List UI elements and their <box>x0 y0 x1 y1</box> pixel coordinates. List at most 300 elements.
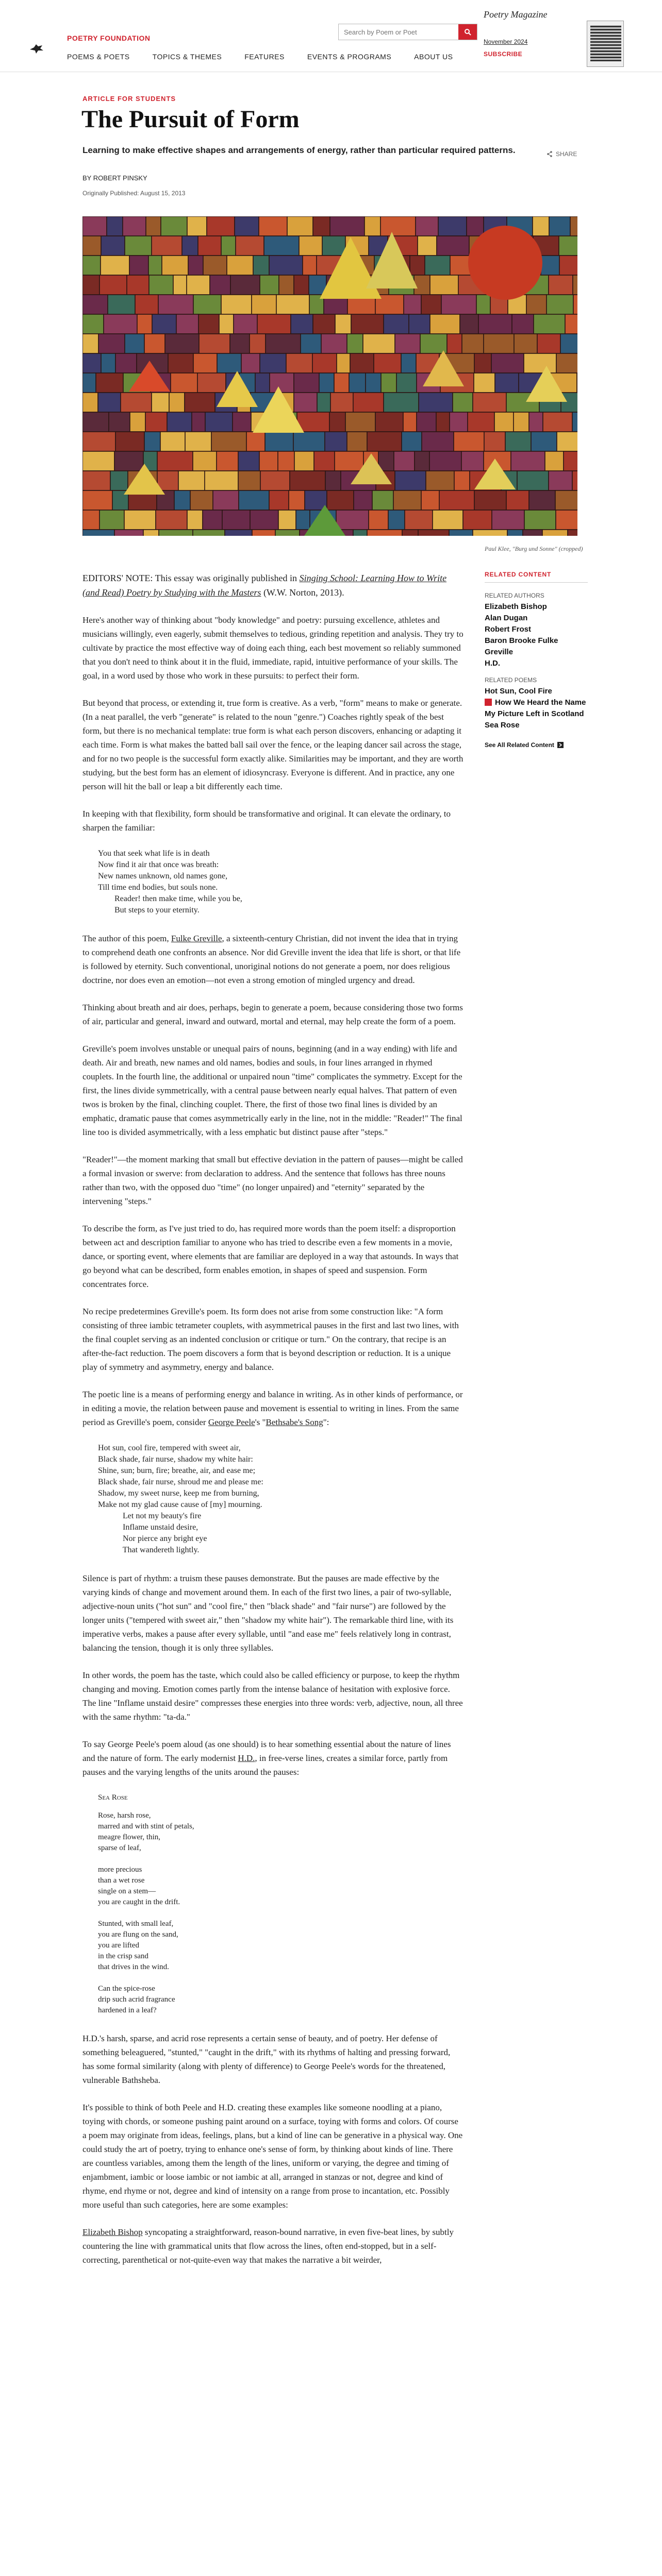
painting-tile <box>541 256 559 275</box>
p4-post: , a sixteenth-century Christian, did not invent the idea that in trying to comprehend death one confronts an absence. Nor did Greville invent the idea that life is short, or that life is followed by eternity. Such conventional, unoriginal notions do not generate a poem, nor does religious doctrine, nor does even an emotion—not even a strong emotion of mingled urgency and dread. <box>82 934 461 985</box>
painting-tile <box>414 275 430 295</box>
painting-tile <box>462 334 484 353</box>
painting-tile <box>345 412 375 432</box>
painting-tile <box>238 451 259 471</box>
painting-tile <box>570 216 577 236</box>
painting-tile <box>401 353 416 373</box>
painting-tile <box>421 490 439 510</box>
painting-tile <box>495 373 519 393</box>
painting-tile <box>114 530 143 536</box>
painting-tile <box>234 314 257 334</box>
poem-line: Reader! then make time, while you be, <box>98 894 242 903</box>
painting-tile <box>82 314 104 334</box>
painting-tile <box>203 510 222 530</box>
related-poem[interactable]: How We Heard the Name <box>485 697 588 708</box>
painting-tile <box>100 510 124 530</box>
painting-tile <box>145 412 167 432</box>
painting-tile <box>82 236 101 256</box>
painting-tile <box>313 216 330 236</box>
painting-tile <box>484 432 505 451</box>
painting-tile <box>182 236 198 256</box>
painting-tile <box>313 314 335 334</box>
related-poem[interactable]: Sea Rose <box>485 721 520 730</box>
painting-tile <box>222 510 250 530</box>
painting-tile <box>347 432 367 451</box>
painting-tile <box>250 334 266 353</box>
painting-tile <box>146 216 161 236</box>
painting-tile <box>438 216 467 236</box>
painting-tile <box>279 275 294 295</box>
painting-tile <box>512 314 534 334</box>
painting-tile <box>369 510 388 530</box>
painting-tile <box>287 216 313 236</box>
painting-tile <box>259 216 287 236</box>
painting-tile <box>264 236 299 256</box>
painting-tile <box>98 393 121 412</box>
p10-mid: 's " <box>255 1417 266 1427</box>
painting-tile <box>559 236 577 256</box>
poem-line: Make not my glad cause cause of [my] mourning. <box>98 1500 262 1509</box>
painting-tile <box>404 295 421 314</box>
painting-tile <box>394 451 415 471</box>
painting-tile <box>572 471 577 490</box>
image-caption: Paul Klee, "Burg und Sonne" (cropped) <box>485 545 583 552</box>
painting-tile <box>542 530 568 536</box>
editors-note <box>82 571 464 600</box>
poem-line: Now find it air that once was breath: <box>98 860 219 869</box>
painting-tile <box>188 256 203 275</box>
painting-tile <box>127 275 149 295</box>
nav-features[interactable]: FEATURES <box>244 53 285 61</box>
painting-tile <box>473 393 506 412</box>
painting-tile <box>270 373 294 393</box>
poem-line: You that seek what life is in death <box>98 849 210 858</box>
painting-tile <box>101 256 129 275</box>
painting-tile <box>347 334 363 353</box>
poem-sea-rose <box>98 1792 464 2016</box>
hd-link[interactable]: H.D. <box>238 1753 255 1763</box>
poem-line: Stunted, with small leaf, <box>98 1920 174 1928</box>
nav-events-programs[interactable]: EVENTS & PROGRAMS <box>307 53 392 61</box>
painting-tile <box>198 236 221 256</box>
poem-line: you are flung on the sand, <box>98 1930 178 1939</box>
body-paragraph-14: H.D.'s harsh, sparse, and acrid rose represents a certain sense of beauty, and of poetry. Her defense of something beleaguered, "stunted," "caught in the drift," with its rhythms of halting and pressing forward, has some formal similarity (along with plenty of difference) to George Peele's words for the threatened, vulnerable Bathsheba. <box>82 2033 451 2085</box>
fulke-greville-link[interactable]: Fulke Greville <box>171 934 222 943</box>
site-header <box>0 0 662 72</box>
nav-topics-themes[interactable]: TOPICS & THEMES <box>152 53 222 61</box>
painting-tile <box>439 490 474 510</box>
painting-tile <box>193 451 217 471</box>
p10-post: ": <box>323 1417 329 1427</box>
featured-painting <box>82 216 577 536</box>
painting-tile <box>461 451 484 471</box>
painting-tile <box>494 412 514 432</box>
painting-tile <box>395 471 426 490</box>
painting-tile <box>314 451 335 471</box>
poem-line: marred and with stint of petals, <box>98 1822 194 1831</box>
painting-tile <box>233 412 251 432</box>
poem-line: Black shade, fair nurse, shadow my white hair: <box>98 1455 253 1464</box>
publication-date: Originally Published: August 15, 2013 <box>82 190 186 197</box>
painting-tile <box>559 256 577 275</box>
poem-title: Sea Rose <box>98 1793 128 1802</box>
elizabeth-bishop-link[interactable]: Elizabeth Bishop <box>82 2227 143 2237</box>
painting-tile <box>187 275 210 295</box>
body-paragraph-4 <box>82 931 464 987</box>
painting-tile <box>217 353 241 373</box>
painting-tile <box>82 432 115 451</box>
painting-tile <box>130 412 145 432</box>
painting-tile <box>210 275 230 295</box>
painting-tile <box>454 471 470 490</box>
painting-tile <box>549 471 572 490</box>
bethsabes-song-link[interactable]: Bethsabe's Song <box>266 1417 323 1427</box>
p16-post: syncopating a straightforward, reason-bound narrative, in even five-beat lines, by subtly countering the line with grammatical units that flow across the lines, often end-stopped, but in a self-correcting, parenthetical or not-quite-even way that makes the narrative a bit weirder, <box>82 2227 454 2265</box>
painting-tile <box>449 530 473 536</box>
painting-tile <box>474 373 495 393</box>
painting-tile <box>82 393 98 412</box>
painting-tile <box>276 295 309 314</box>
poem-line: single on a stem— <box>98 1887 156 1895</box>
painting-tile <box>573 295 577 314</box>
painting-tile <box>453 393 473 412</box>
painting-tile <box>221 295 252 314</box>
painting-tile <box>380 216 416 236</box>
painting-tile <box>436 412 450 432</box>
body-paragraph-3: In keeping with that flexibility, form should be transformative and original. It can elevate the ordinary, to sharpen the familiar: <box>82 809 451 833</box>
painting-tile <box>129 256 148 275</box>
painting-tile <box>403 412 417 432</box>
painting-tile <box>190 490 213 510</box>
painting-tile <box>534 314 565 334</box>
painting-tile <box>529 490 555 510</box>
painting-tile <box>173 275 187 295</box>
poem-line: sparse of leaf, <box>98 1844 141 1852</box>
painting-tile <box>572 412 577 432</box>
painting-tile <box>148 256 162 275</box>
painting-tile <box>167 412 192 432</box>
body-paragraph-15: It's possible to think of both Peele and H.D. creating these examples like someone noodling at a piano, toying with chords, or someone pushing paint around on a surface, toying with forms and colors. Of course a poem may originate from ideas, feelings, plans, but a kind of line can be generative in a physical way. One could study the art of poetry, trying to enhance one's sense of form, by thinking about kinds of line. There are countless variables, among them the length of the lines, uniform or varying, the degree and timing of enjambment, iambic or loose iambic or not iambic at all, arranged in stanzas or not, degree and kind of rhyme, end rhyme or not, degree and kind of intensity on a range from prose to incantation, etc. Possibly more useful than such categories, here are some examples: <box>82 2103 463 2210</box>
painting-tile <box>349 373 366 393</box>
painting-tile <box>425 256 450 275</box>
painting-tile <box>321 334 347 353</box>
painting-tile <box>159 530 193 536</box>
search-box <box>338 24 477 40</box>
painting-tile <box>199 334 230 353</box>
painting-tile <box>205 412 233 432</box>
painting-tile <box>568 530 577 536</box>
painting-tile <box>388 510 405 530</box>
share-button[interactable] <box>547 150 577 158</box>
byline <box>82 174 147 182</box>
painting-tile <box>437 236 469 256</box>
painting-tile <box>82 216 107 236</box>
painting-tile <box>353 393 384 412</box>
painting-tile <box>160 432 185 451</box>
painting-tile <box>476 295 490 314</box>
body-paragraph-7: "Reader!"—the moment marking that small but effective deviation in the pattern of pauses—might be called a formal invasion or swerve: from declaration to address. And the sentence that follows has three nouns rather than two, with the opposed duo "time" (no longer unpaired) and "eternity" separated by the intervening "steps." <box>82 1155 463 1206</box>
related-author[interactable]: Baron Brooke Fulke Greville <box>485 636 558 656</box>
painting-tile <box>422 432 454 451</box>
painting-tile <box>110 471 128 490</box>
painting-tile <box>418 530 449 536</box>
painting-tile <box>293 432 325 451</box>
painting-tile <box>363 334 395 353</box>
painting-tile <box>381 373 396 393</box>
painting-tile <box>252 295 276 314</box>
painting-tile <box>429 451 461 471</box>
painting-tile <box>430 275 458 295</box>
painting-tile <box>162 256 188 275</box>
related-author[interactable]: Elizabeth Bishop <box>485 602 547 611</box>
painting-tile <box>353 530 367 536</box>
painting-tile <box>174 490 190 510</box>
painting-tile <box>294 393 317 412</box>
painting-tile <box>375 412 403 432</box>
editors-note-post: (W.W. Norton, 2013). <box>261 587 344 598</box>
poem-line: meagre flower, thin, <box>98 1833 161 1841</box>
painting-tile <box>416 216 438 236</box>
painting-tile <box>367 432 402 451</box>
painting-tile <box>454 432 484 451</box>
painting-tile <box>402 530 418 536</box>
painting-tile <box>296 510 310 530</box>
painting-tile <box>367 530 402 536</box>
related-content-heading: RELATED CONTENT <box>485 571 588 583</box>
body-paragraph-16 <box>82 2225 464 2267</box>
magazine-title[interactable]: Poetry Magazine <box>484 9 548 20</box>
search-button[interactable] <box>458 24 477 40</box>
painting-tile <box>123 216 146 236</box>
painting-tile <box>524 510 556 530</box>
painting-tile <box>98 334 125 353</box>
magazine-promo <box>484 9 633 66</box>
painting-tile <box>152 393 169 412</box>
poem-line: Till time end bodies, but souls none. <box>98 883 218 892</box>
body-paragraph-1: Here's another way of thinking about "body knowledge" and poetry: pursuing excellence, athletes and musicians willingly, even eagerly, submit themselves to tedious, grinding repetition and analysis. They try to cultivate by practice the most effective way of doing each thing, each best movement so reliably summoned that you don't need to think about it in the fluid, immediate, rapid, intuitive performance of your skills. The goal, in a word used by those who work in these pursuits: to perfect their form. <box>82 615 464 681</box>
painting-tile <box>506 490 529 510</box>
painting-tile <box>384 393 419 412</box>
painting-tile <box>255 373 270 393</box>
see-all-label: See All Related Content <box>485 741 554 749</box>
painting-tile <box>351 314 384 334</box>
painting-tile <box>203 256 227 275</box>
painting-tile <box>104 314 137 334</box>
byline-by: BY <box>82 174 92 182</box>
painting-tile <box>514 412 529 432</box>
poem-line: Black shade, fair nurse, shroud me and please me: <box>98 1478 263 1486</box>
magazine-cover-image[interactable] <box>587 21 624 67</box>
book-link[interactable]: Singing School: Learning How to Write (and Read) Poetry by Studying with the Masters <box>82 573 447 598</box>
painting-tile <box>82 412 109 432</box>
painting-tile <box>556 353 577 373</box>
painting-tile <box>101 353 115 373</box>
painting-tile <box>325 432 347 451</box>
painting-tile <box>393 490 421 510</box>
painting-tile <box>227 256 253 275</box>
painting-tile <box>317 393 330 412</box>
pegasus-logo-icon[interactable] <box>29 42 44 55</box>
painting-tile <box>441 295 476 314</box>
painting-tile <box>565 314 577 334</box>
painting-tile <box>278 451 294 471</box>
painting-tile <box>101 236 125 256</box>
painting-tile <box>418 236 437 256</box>
main-nav <box>67 53 453 61</box>
painting-tile <box>211 432 246 451</box>
poem-line: But steps to your eternity. <box>98 906 200 914</box>
related-authors-label: RELATED AUTHORS <box>485 592 544 599</box>
subscribe-link[interactable]: SUBSCRIBE <box>484 50 523 58</box>
painting-tile <box>290 471 325 490</box>
painting-tile <box>144 334 165 353</box>
painting-tile <box>82 295 108 314</box>
painting-tile <box>573 275 577 295</box>
painting-tile <box>327 490 354 510</box>
painting-tile <box>420 334 447 353</box>
painting-tile <box>330 216 365 236</box>
painting-tile <box>463 510 492 530</box>
painting-tile <box>537 334 560 353</box>
body-paragraph-11: Silence is part of rhythm: a truism these pauses demonstrate. But the pauses are made effective by the varying kinds of change and movement around them. In each of the first two lines, a pair of two-syllable, adjective-noun units ("hot sun" and "cool fire," then "black shade" and "fair nurse") are followed by the longer units ("tempered with sweet air," then "shadow my white hair"). The remarkable third line, with its imperative verbs, makes a pause after every syllable, until "and ease me" feels relatively long in contrast, balancing the tension, though it is only three syllables. <box>82 1573 454 1653</box>
p13-post: , in free-verse lines, creates a similar force, partly from pauses and the varying lengths of the units around the pauses: <box>82 1753 448 1777</box>
poem-line: Inflame unstaid desire, <box>98 1523 198 1532</box>
painting-tile <box>143 530 159 536</box>
painting-tile <box>82 510 100 530</box>
body-paragraph-10 <box>82 1387 464 1429</box>
painting-tile <box>82 353 101 373</box>
see-all-related-link[interactable] <box>485 741 588 749</box>
article-kicker: ARTICLE FOR STUDENTS <box>82 95 176 103</box>
poem-line: Shine, sun; burn, fire; breathe, air, and ease me; <box>98 1466 256 1475</box>
painting-tile <box>374 353 401 373</box>
painting-tile <box>505 432 531 451</box>
article-dek: Learning to make effective shapes and arrangements of energy, rather than particular required patterns. <box>82 145 516 155</box>
painting-tile <box>511 451 545 471</box>
poem-line <box>98 1973 464 1984</box>
painting-tile <box>421 295 441 314</box>
painting-tile <box>82 490 112 510</box>
related-author[interactable]: H.D. <box>485 659 500 668</box>
p13-pre: To say George Peele's poem aloud (as one should) is to hear something essential about the nature of lines and the nature of form. The early modernist <box>82 1739 451 1763</box>
painting-tile <box>336 510 369 530</box>
painting-tile <box>384 314 409 334</box>
painting-tile <box>330 393 353 412</box>
painting-tile <box>158 295 193 314</box>
painting-tile <box>250 510 278 530</box>
painting-tile <box>529 412 543 432</box>
related-poem[interactable]: My Picture Left in Scotland <box>485 709 584 718</box>
painting-tile <box>82 451 114 471</box>
painting-tile <box>171 373 197 393</box>
painting-tile <box>205 471 238 490</box>
magazine-issue-link[interactable]: November 2024 <box>484 38 528 45</box>
painting-tile <box>82 373 96 393</box>
painting-tile <box>474 353 491 373</box>
related-author[interactable]: Alan Dugan <box>485 614 528 622</box>
painting-tile <box>560 334 577 353</box>
painting-tile <box>124 510 156 530</box>
poem-line: Nor pierce any bright eye <box>98 1534 207 1543</box>
related-poem[interactable]: Hot Sun, Cool Fire <box>485 687 552 696</box>
painting-tile <box>301 334 321 353</box>
painting-tile <box>115 353 137 373</box>
related-author[interactable]: Robert Frost <box>485 625 531 634</box>
p4-pre: The author of this poem, <box>82 934 171 943</box>
body-paragraph-13 <box>82 1737 464 1779</box>
brand-name[interactable]: POETRY FOUNDATION <box>67 34 151 42</box>
poem-line: in the crisp sand <box>98 1952 148 1960</box>
painting-tile <box>230 275 260 295</box>
arrow-right-icon <box>557 742 564 748</box>
painting-tile <box>335 451 363 471</box>
painting-tile <box>149 275 173 295</box>
painting-tile <box>168 353 193 373</box>
painting-tile <box>82 471 110 490</box>
painting-tile <box>473 530 507 536</box>
painting-tile <box>259 451 278 471</box>
poem-line: than a wet rose <box>98 1876 145 1885</box>
painting-tile <box>335 314 351 334</box>
painting-tile <box>260 275 279 295</box>
painting-tile <box>337 353 350 373</box>
body-paragraph-5: Thinking about breath and air does, perhaps, begin to generate a poem, because considering those two forms of air, particular and general, inward and outward, mortal and eternal, may help create the form of a poem. <box>82 1003 463 1026</box>
body-paragraph-2: But beyond that process, or extending it, true form is creative. As a verb, "form" means to make or generate. (In a neat parallel, the verb "generate" is related to the noun "genre.") Coaches rightly speak of the best form, but there is no mechanical template: true form is what each person discovers, enhancing or adapting it each time. Form is what makes the batted ball sail over the fence, or the leaping dancer sail across the stage, and for no two people is the successful form exactly alike. Similarities may be important, and they are worth studying, but the best form has an element of idiosyncrasy. Everyone is different. And in practice, any one person will hit the ball or leap a bit differently each time. <box>82 698 464 791</box>
painting-tile <box>260 353 286 373</box>
painting-tile <box>286 353 312 373</box>
painting-tile <box>299 236 322 256</box>
painting-tile <box>239 490 269 510</box>
painting-tile <box>260 471 290 490</box>
painting-tile <box>169 393 185 412</box>
poem-line: That wandereth lightly. <box>98 1546 200 1554</box>
nav-about-us[interactable]: ABOUT US <box>414 53 453 61</box>
author-link[interactable]: ROBERT PINSKY <box>93 174 147 182</box>
painting-tile <box>176 314 198 334</box>
search-input[interactable] <box>339 24 458 40</box>
painting-tile <box>467 216 484 236</box>
painting-tile <box>253 256 269 275</box>
painting-tile <box>547 295 573 314</box>
painting-tile <box>365 216 380 236</box>
painting-tile <box>225 530 252 536</box>
poem-greville <box>98 848 464 916</box>
painting-tile <box>294 373 319 393</box>
painting-tile <box>492 510 524 530</box>
poem-peele <box>98 1443 464 1556</box>
painting-tile <box>557 432 577 451</box>
painting-tile <box>278 510 296 530</box>
painting-tile <box>269 256 303 275</box>
painting-tile <box>289 490 305 510</box>
painting-tile <box>334 373 349 393</box>
painting-tile <box>82 334 98 353</box>
painting-tile <box>100 275 127 295</box>
george-peele-link[interactable]: George Peele <box>208 1417 255 1427</box>
nav-poems-poets[interactable]: POEMS & POETS <box>67 53 130 61</box>
painting-tile <box>157 451 193 471</box>
painting-tile <box>114 451 143 471</box>
painting-tile <box>137 314 152 334</box>
painting-tile <box>221 236 236 256</box>
painting-tile <box>107 216 123 236</box>
painting-tile <box>491 353 524 373</box>
poem-line: Can the spice-rose <box>98 1985 155 1993</box>
painting-tile <box>545 451 564 471</box>
painting-tile <box>417 412 436 432</box>
painting-tile <box>430 314 460 334</box>
poem-line: New names unknown, old names gone, <box>98 872 228 880</box>
